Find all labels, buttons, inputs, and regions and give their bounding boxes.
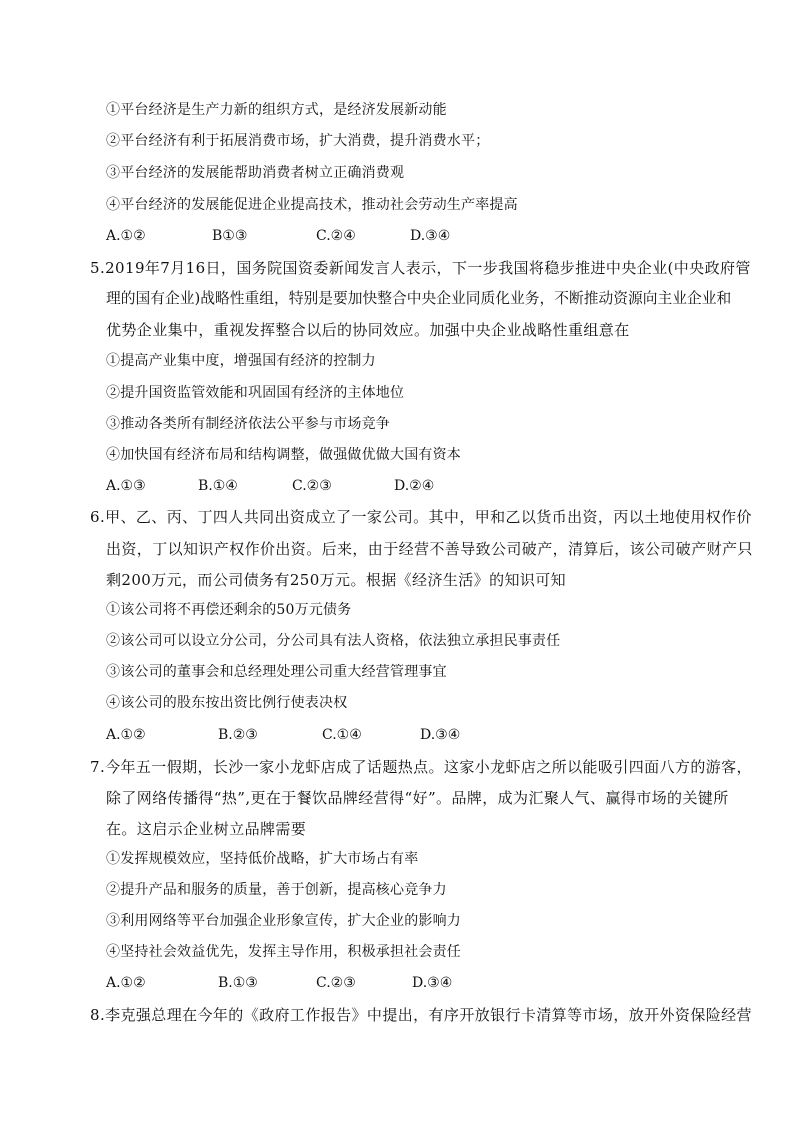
q7-choice-c[interactable]: C.②③ <box>316 975 356 991</box>
q4-choice-b[interactable]: B①③ <box>212 228 248 244</box>
q6-option-2: ②该公司可以设立分公司，分公司具有法人资格，依法独立承担民事责任 <box>106 633 561 649</box>
q5-choice-a[interactable]: A.①③ <box>106 478 146 494</box>
q4-option-2: ②平台经济有利于拓展消费市场，扩大消费，提升消费水平； <box>106 133 490 149</box>
q5-choice-b[interactable]: B.①④ <box>198 478 238 494</box>
q7-option-3: ③利用网络等平台加强企业形象宣传，扩大企业的影响力 <box>106 913 461 929</box>
q5-option-4: ④加快国有经济布局和结构调整，做强做优做大国有资本 <box>106 447 461 463</box>
q5-option-1: ①提高产业集中度，增强国有经济的控制力 <box>106 353 376 369</box>
q5-stem-line-1: 5.2019年7月16日，国务院国资委新闻发言人表示，下一步我国将稳步推进中央企业(中央政府管 <box>90 259 751 277</box>
q6-stem-line-1: 6.甲、乙、丙、丁四人共同出资成立了一家公司。其中，甲和乙以货币出资，丙以土地使用权作价 <box>90 508 752 526</box>
q6-choice-c[interactable]: C.①④ <box>322 727 362 743</box>
q7-choice-a[interactable]: A.①② <box>106 975 146 991</box>
q6-stem-line-3: 剩200万元，而公司债务有250万元。根据《经济生活》的知识可知 <box>106 571 567 589</box>
q7-option-4: ④坚持社会效益优先，发挥主导作用，积极承担社会责任 <box>106 944 461 960</box>
q7-stem-line-2: 除了网络传播得“热”,更在于餐饮品牌经营得“好”。品牌，成为汇聚人气、赢得市场的关键所 <box>106 789 729 807</box>
q6-choice-d[interactable]: D.③④ <box>420 727 461 743</box>
q6-option-1: ①该公司将不再偿还剩余的50万元债务 <box>106 602 352 618</box>
q5-choice-d[interactable]: D.②④ <box>394 478 435 494</box>
q7-option-2: ②提升产品和服务的质量，善于创新，提高核心竞争力 <box>106 882 447 898</box>
q6-option-4: ④该公司的股东按出资比例行使表决权 <box>106 695 348 711</box>
q4-option-3: ③平台经济的发展能帮助消费者树立正确消费观 <box>106 165 405 181</box>
q8-stem-line-1: 8.李克强总理在今年的《政府工作报告》中提出，有序开放银行卡清算等市场，放开外资保险经营 <box>90 1006 752 1024</box>
q5-stem-line-3: 优势企业集中，重视发挥整合以后的协同效应。加强中央企业战略性重组意在 <box>106 321 630 339</box>
q5-choice-c[interactable]: C.②③ <box>292 478 332 494</box>
q6-choice-b[interactable]: B.②③ <box>218 727 258 743</box>
q7-choice-d[interactable]: D.③④ <box>412 975 453 991</box>
q7-stem-line-1: 7.今年五一假期，长沙一家小龙虾店成了话题热点。这家小龙虾店之所以能吸引四面八方的游客， <box>90 758 752 776</box>
q7-option-1: ①发挥规模效应，坚持低价战略，扩大市场占有率 <box>106 851 419 867</box>
q6-stem-line-2: 出资，丁以知识产权作价出资。后来，由于经营不善导致公司破产，清算后，该公司破产财产只 <box>106 540 753 558</box>
q4-choice-a[interactable]: A.①② <box>106 228 146 244</box>
q7-stem-line-3: 在。这启示企业树立品牌需要 <box>106 820 307 838</box>
q4-option-1: ①平台经济是生产力新的组织方式，是经济发展新动能 <box>106 102 447 118</box>
q5-option-2: ②提升国资监管效能和巩固国有经济的主体地位 <box>106 385 405 401</box>
q7-choice-b[interactable]: B.①③ <box>218 975 258 991</box>
q5-stem-line-2: 理的国有企业)战略性重组，特别是要加快整合中央企业同质化业务，不断推动资源向主业企业和 <box>106 290 732 307</box>
q4-choice-c[interactable]: C.②④ <box>316 228 356 244</box>
q5-option-3: ③推动各类所有制经济依法公平参与市场竞争 <box>106 416 390 432</box>
q4-option-4: ④平台经济的发展能促进企业提高技术，推动社会劳动生产率提高 <box>106 197 518 213</box>
q6-choice-a[interactable]: A.①② <box>106 727 146 743</box>
q6-option-3: ③该公司的董事会和总经理处理公司重大经营管理事宜 <box>106 664 447 680</box>
q4-choice-d[interactable]: D.③④ <box>410 228 451 244</box>
